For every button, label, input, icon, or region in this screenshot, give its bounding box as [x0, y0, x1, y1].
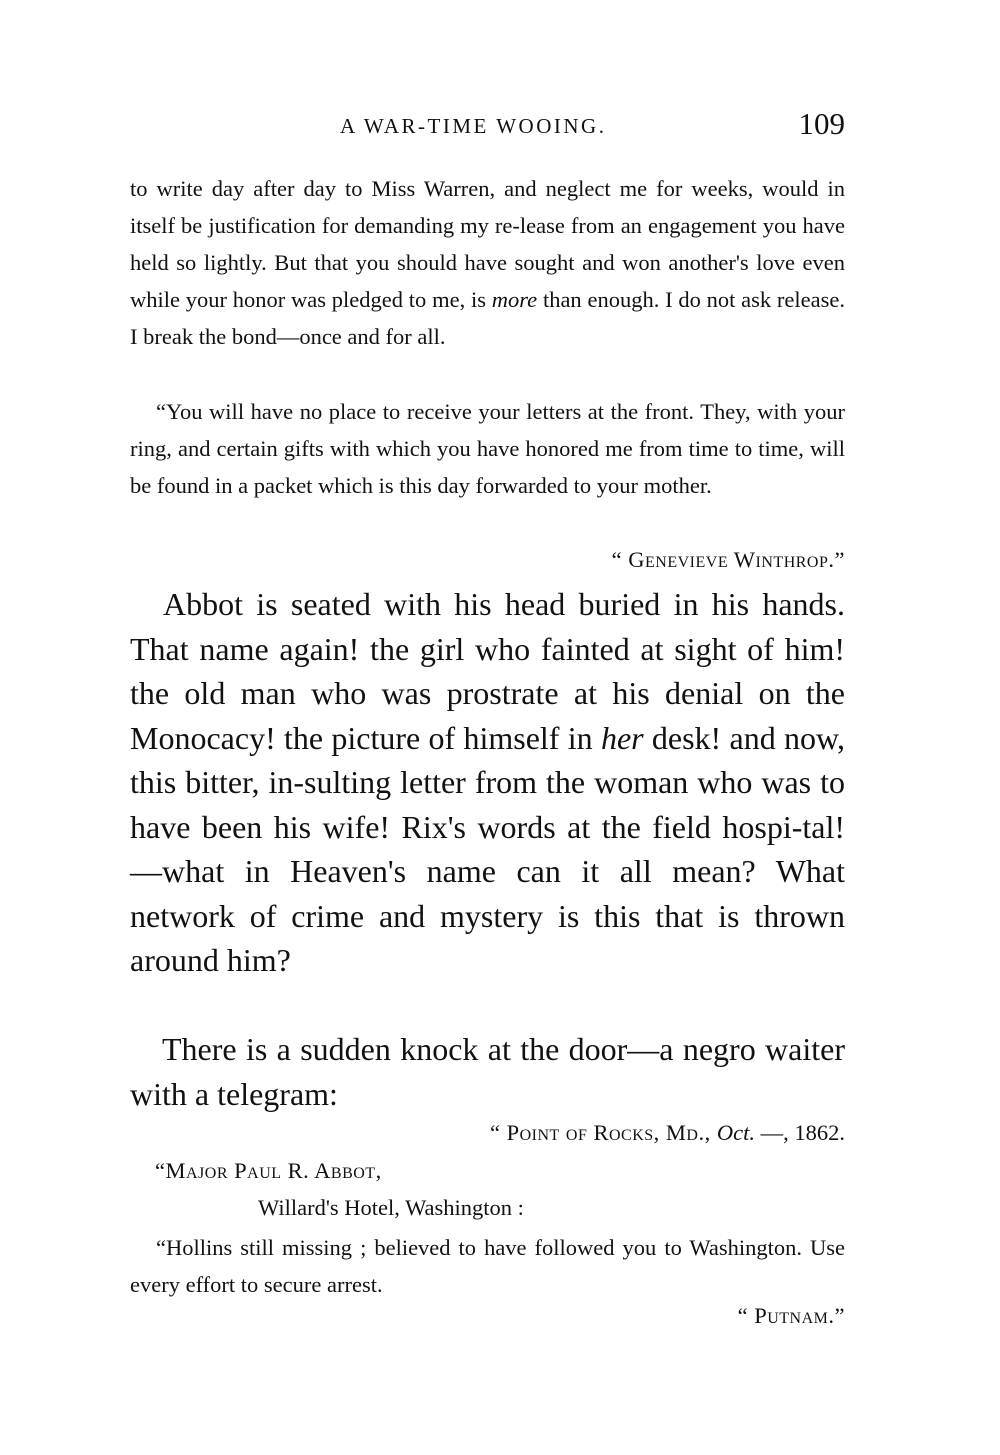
narrative-paragraph [130, 582, 845, 983]
narrative-paragraph: There is a sudden knock at the door—a negro waiter with a telegram: [130, 1031, 845, 1112]
narrative-emphasis: her [600, 719, 644, 756]
letter-text: to write day after day to Miss Warren, and neglect me for weeks, would in itself be justification for demanding my re-lease from an engagement you have held so lightly. But that you should have sought and won another's love even while your honor was pledged to me, is [130, 176, 845, 312]
letter-text: than enough. I do not ask release. I break the bond—once and for all. [130, 287, 845, 349]
page-number: 109 [798, 106, 845, 141]
narrative-text: Abbot is seated with his head buried in his hands. That name again! the girl who fainted at sight of him! the old man who was prostrate at his denial on the Monocacy! the picture of himself in [130, 586, 845, 756]
telegram-date: —, 1862. [755, 1120, 845, 1145]
telegram-address: Willard's Hotel, Washington : [258, 1195, 524, 1220]
running-title: A WAR-TIME WOOING. [340, 114, 607, 138]
telegram-month: Oct. [716, 1120, 755, 1145]
narrative-text: desk! and now, this bitter, in-sulting letter from the woman who was to have been his wife! Rix's words at the field hospi-tal!—what in Heaven's name can it all mean? What network of crime and mystery is this that is thrown around him? [130, 719, 846, 978]
telegram-addressee: “Major Paul R. Abbot, [155, 1158, 382, 1183]
letter-emphasis: more [491, 287, 538, 312]
letter-signature: “ Genevieve Winthrop.” [611, 547, 845, 572]
telegram-place: “ Point of Rocks, Md., [489, 1120, 717, 1145]
page-header [130, 106, 845, 146]
telegram-signature: “ Putnam.” [737, 1303, 845, 1328]
letter-paragraph: “You will have no place to receive your letters at the front. They, with your ring, and certain gifts with which you have honored me from time to time, will be found in a packet which is this day forwarded to your mother. [130, 399, 845, 498]
telegram-dateline [490, 1120, 845, 1146]
letter-paragraph [130, 170, 845, 355]
telegram-body: “Hollins still missing ; believed to have followed you to Washington. Use every effort to secure arrest. [130, 1235, 845, 1297]
